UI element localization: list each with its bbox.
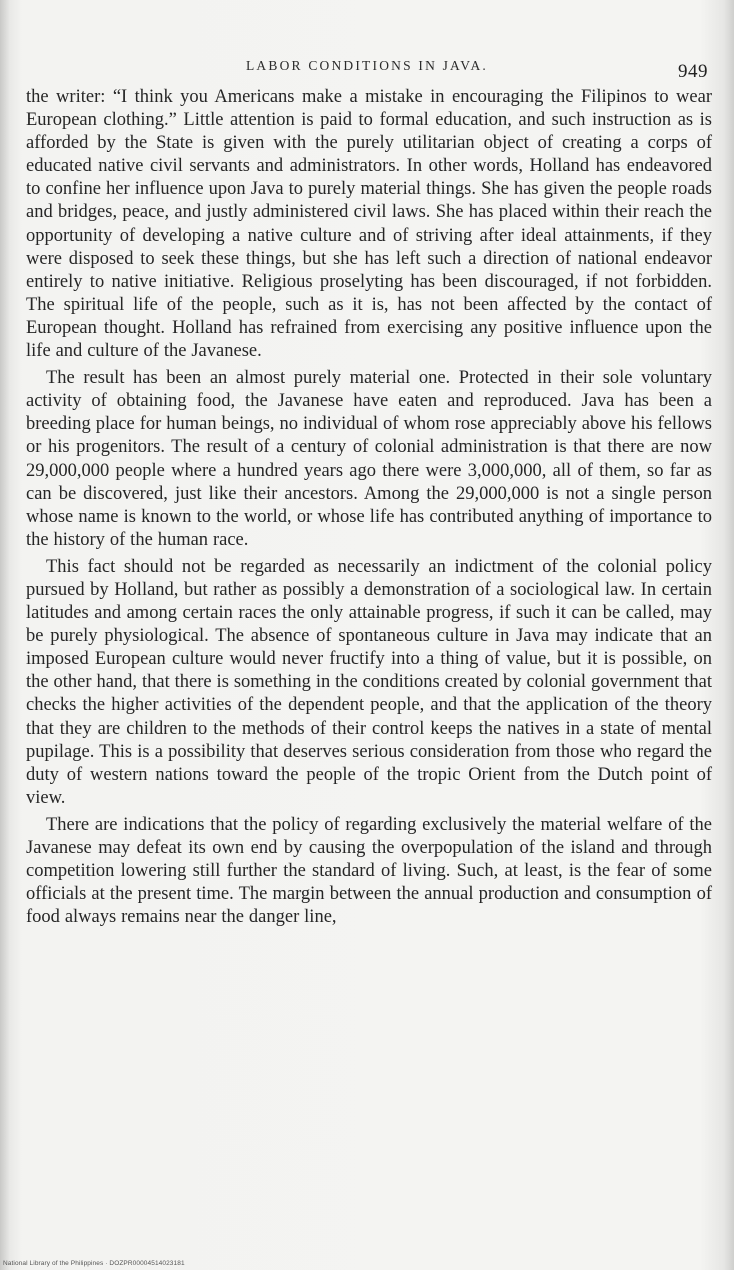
paragraph-sociological-law: This fact should not be regarded as necessarily an indictment of the colonial policy pursued by Holland, but rather as possibly a demonstration of a sociological law. In certain latitudes and among certain races the only attainable progress, if such it can be called, may be purely physiological. The absence of spontaneous culture in Java may indicate that an imposed European culture would never fructify into a thing of value, but it is possible, on the other hand, that there is something in the conditions created by colonial government that checks the higher activities of the dependent people, and that the application of the theory that they are children to the methods of their control keeps the natives in a state of mental pupilage. This is a possibility that deserves serious consideration from those who regard the duty of western nations toward the people of the tropic Orient from the Dutch point of view. bbox=[26, 556, 712, 808]
paragraph-result: The result has been an almost purely material one. Protected in their sole voluntary activity of obtaining food, the Javanese have eaten and reproduced. Java has been a breeding place for human beings, no individual of whom rose appreciably above his fellows or his progenitors. The result of a century of colonial administration is that there are now 29,000,000 people where a hundred years ago there were 3,000,000, all of them, so far as can be discovered, just like their ancestors. Among the 29,000,000 is not a single person whose name is known to the world, or whose life has contributed anything of importance to the history of the human race. bbox=[26, 368, 712, 550]
running-title: LABOR CONDITIONS IN JAVA. bbox=[245, 58, 489, 73]
page-header bbox=[0, 56, 734, 84]
page-number: 949 bbox=[678, 61, 708, 82]
paragraph-continued: the writer: “I think you Americans make a mistake in encouraging the Filipinos to wear European clothing.” Little attention is paid to formal education, and such instruction as is afforded by the State is given with the purely utilitarian object of creating a corps of educated native civil servants and administrators. In other words, Holland has endeavored to confine her influence upon Java to purely material things. She has given the people roads and bridges, peace, and justly administered civil laws. She has placed within their reach the opportunity of developing a native culture and of striving after ideal attainments, if they were disposed to seek these things, but she has left such a direction of national endeavor entirely to native initiative. Religious proselyting has been discouraged, if not forbidden. The spiritual life of the people, such as it is, has not been affected by the contact of European thought. Holland has refrained from exercising any positive influence upon the life and culture of the Javanese. bbox=[26, 87, 712, 362]
digitization-credit: National Library of the Philippines · DOZPR00004514023181 bbox=[3, 1260, 185, 1267]
body-text bbox=[26, 86, 712, 933]
paragraph-overpopulation: There are indications that the policy of regarding exclusively the material welfare of the Javanese may defeat its own end by causing the overpopulation of the island and through competition lowering still further the standard of living. Such, at least, is the fear of some officials at the present time. The margin between the annual production and consumption of food always remains near the danger line, bbox=[26, 814, 712, 928]
